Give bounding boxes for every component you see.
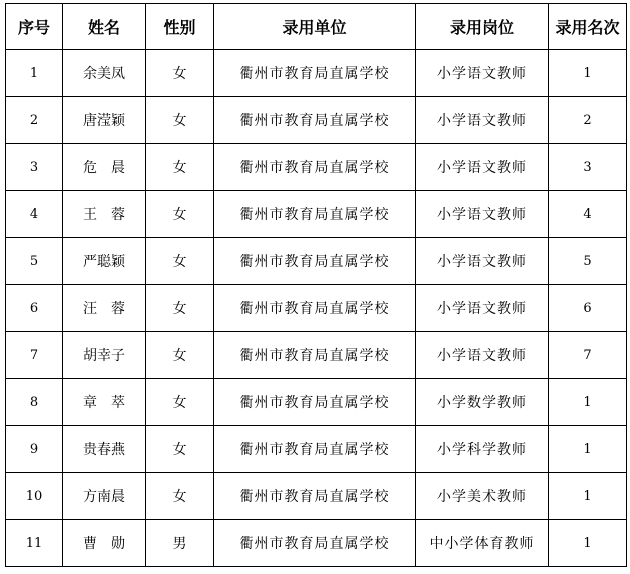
cell-unit: 衢州市教育局直属学校 [214,473,416,520]
table-row [6,285,627,332]
cell-unit: 衢州市教育局直属学校 [214,97,416,144]
header-name: 姓名 [63,4,146,50]
cell-seq: 10 [6,473,63,520]
cell-seq: 1 [6,50,63,97]
cell-gender: 女 [146,144,214,191]
cell-post: 小学美术教师 [416,473,549,520]
table-body [6,50,627,567]
cell-rank: 1 [549,426,627,473]
cell-unit: 衢州市教育局直属学校 [214,332,416,379]
cell-unit: 衢州市教育局直属学校 [214,285,416,332]
cell-name: 危 晨 [63,144,146,191]
cell-rank: 1 [549,473,627,520]
header-row [6,4,627,50]
cell-unit: 衢州市教育局直属学校 [214,144,416,191]
cell-post: 小学语文教师 [416,50,549,97]
cell-post: 小学数学教师 [416,379,549,426]
table-row [6,144,627,191]
cell-name: 余美凤 [63,50,146,97]
cell-rank: 3 [549,144,627,191]
cell-gender: 女 [146,426,214,473]
table-row [6,332,627,379]
cell-name: 唐滢颖 [63,97,146,144]
table-row [6,238,627,285]
cell-post: 小学语文教师 [416,285,549,332]
cell-rank: 1 [549,50,627,97]
cell-post: 小学语文教师 [416,238,549,285]
cell-gender: 女 [146,191,214,238]
table-row [6,191,627,238]
table-row [6,50,627,97]
header-gender: 性别 [146,4,214,50]
cell-name: 汪 蓉 [63,285,146,332]
cell-rank: 1 [549,379,627,426]
cell-gender: 女 [146,285,214,332]
cell-post: 小学语文教师 [416,332,549,379]
cell-seq: 6 [6,285,63,332]
cell-name: 严聪颖 [63,238,146,285]
cell-seq: 9 [6,426,63,473]
cell-post: 小学语文教师 [416,97,549,144]
cell-seq: 11 [6,520,63,567]
header-post: 录用岗位 [416,4,549,50]
hiring-list-table [5,3,627,567]
cell-unit: 衢州市教育局直属学校 [214,50,416,97]
cell-rank: 6 [549,285,627,332]
cell-gender: 女 [146,379,214,426]
cell-gender: 男 [146,520,214,567]
header-seq: 序号 [6,4,63,50]
table-row [6,97,627,144]
cell-gender: 女 [146,238,214,285]
cell-seq: 7 [6,332,63,379]
cell-seq: 2 [6,97,63,144]
cell-name: 贵春燕 [63,426,146,473]
cell-name: 王 蓉 [63,191,146,238]
cell-unit: 衢州市教育局直属学校 [214,426,416,473]
cell-name: 曹 勋 [63,520,146,567]
cell-name: 章 萃 [63,379,146,426]
table-row [6,520,627,567]
cell-rank: 2 [549,97,627,144]
cell-gender: 女 [146,473,214,520]
cell-rank: 1 [549,520,627,567]
cell-post: 小学语文教师 [416,144,549,191]
table-row [6,426,627,473]
cell-rank: 5 [549,238,627,285]
cell-post: 中小学体育教师 [416,520,549,567]
cell-name: 方南晨 [63,473,146,520]
cell-name: 胡幸子 [63,332,146,379]
cell-seq: 4 [6,191,63,238]
cell-seq: 8 [6,379,63,426]
cell-gender: 女 [146,50,214,97]
cell-post: 小学语文教师 [416,191,549,238]
header-unit: 录用单位 [214,4,416,50]
cell-gender: 女 [146,332,214,379]
table-row [6,379,627,426]
table-header [6,4,627,50]
cell-unit: 衢州市教育局直属学校 [214,379,416,426]
cell-gender: 女 [146,97,214,144]
cell-unit: 衢州市教育局直属学校 [214,191,416,238]
cell-seq: 3 [6,144,63,191]
cell-rank: 7 [549,332,627,379]
cell-unit: 衢州市教育局直属学校 [214,520,416,567]
header-rank: 录用名次 [549,4,627,50]
cell-unit: 衢州市教育局直属学校 [214,238,416,285]
cell-post: 小学科学教师 [416,426,549,473]
cell-seq: 5 [6,238,63,285]
table-row [6,473,627,520]
cell-rank: 4 [549,191,627,238]
